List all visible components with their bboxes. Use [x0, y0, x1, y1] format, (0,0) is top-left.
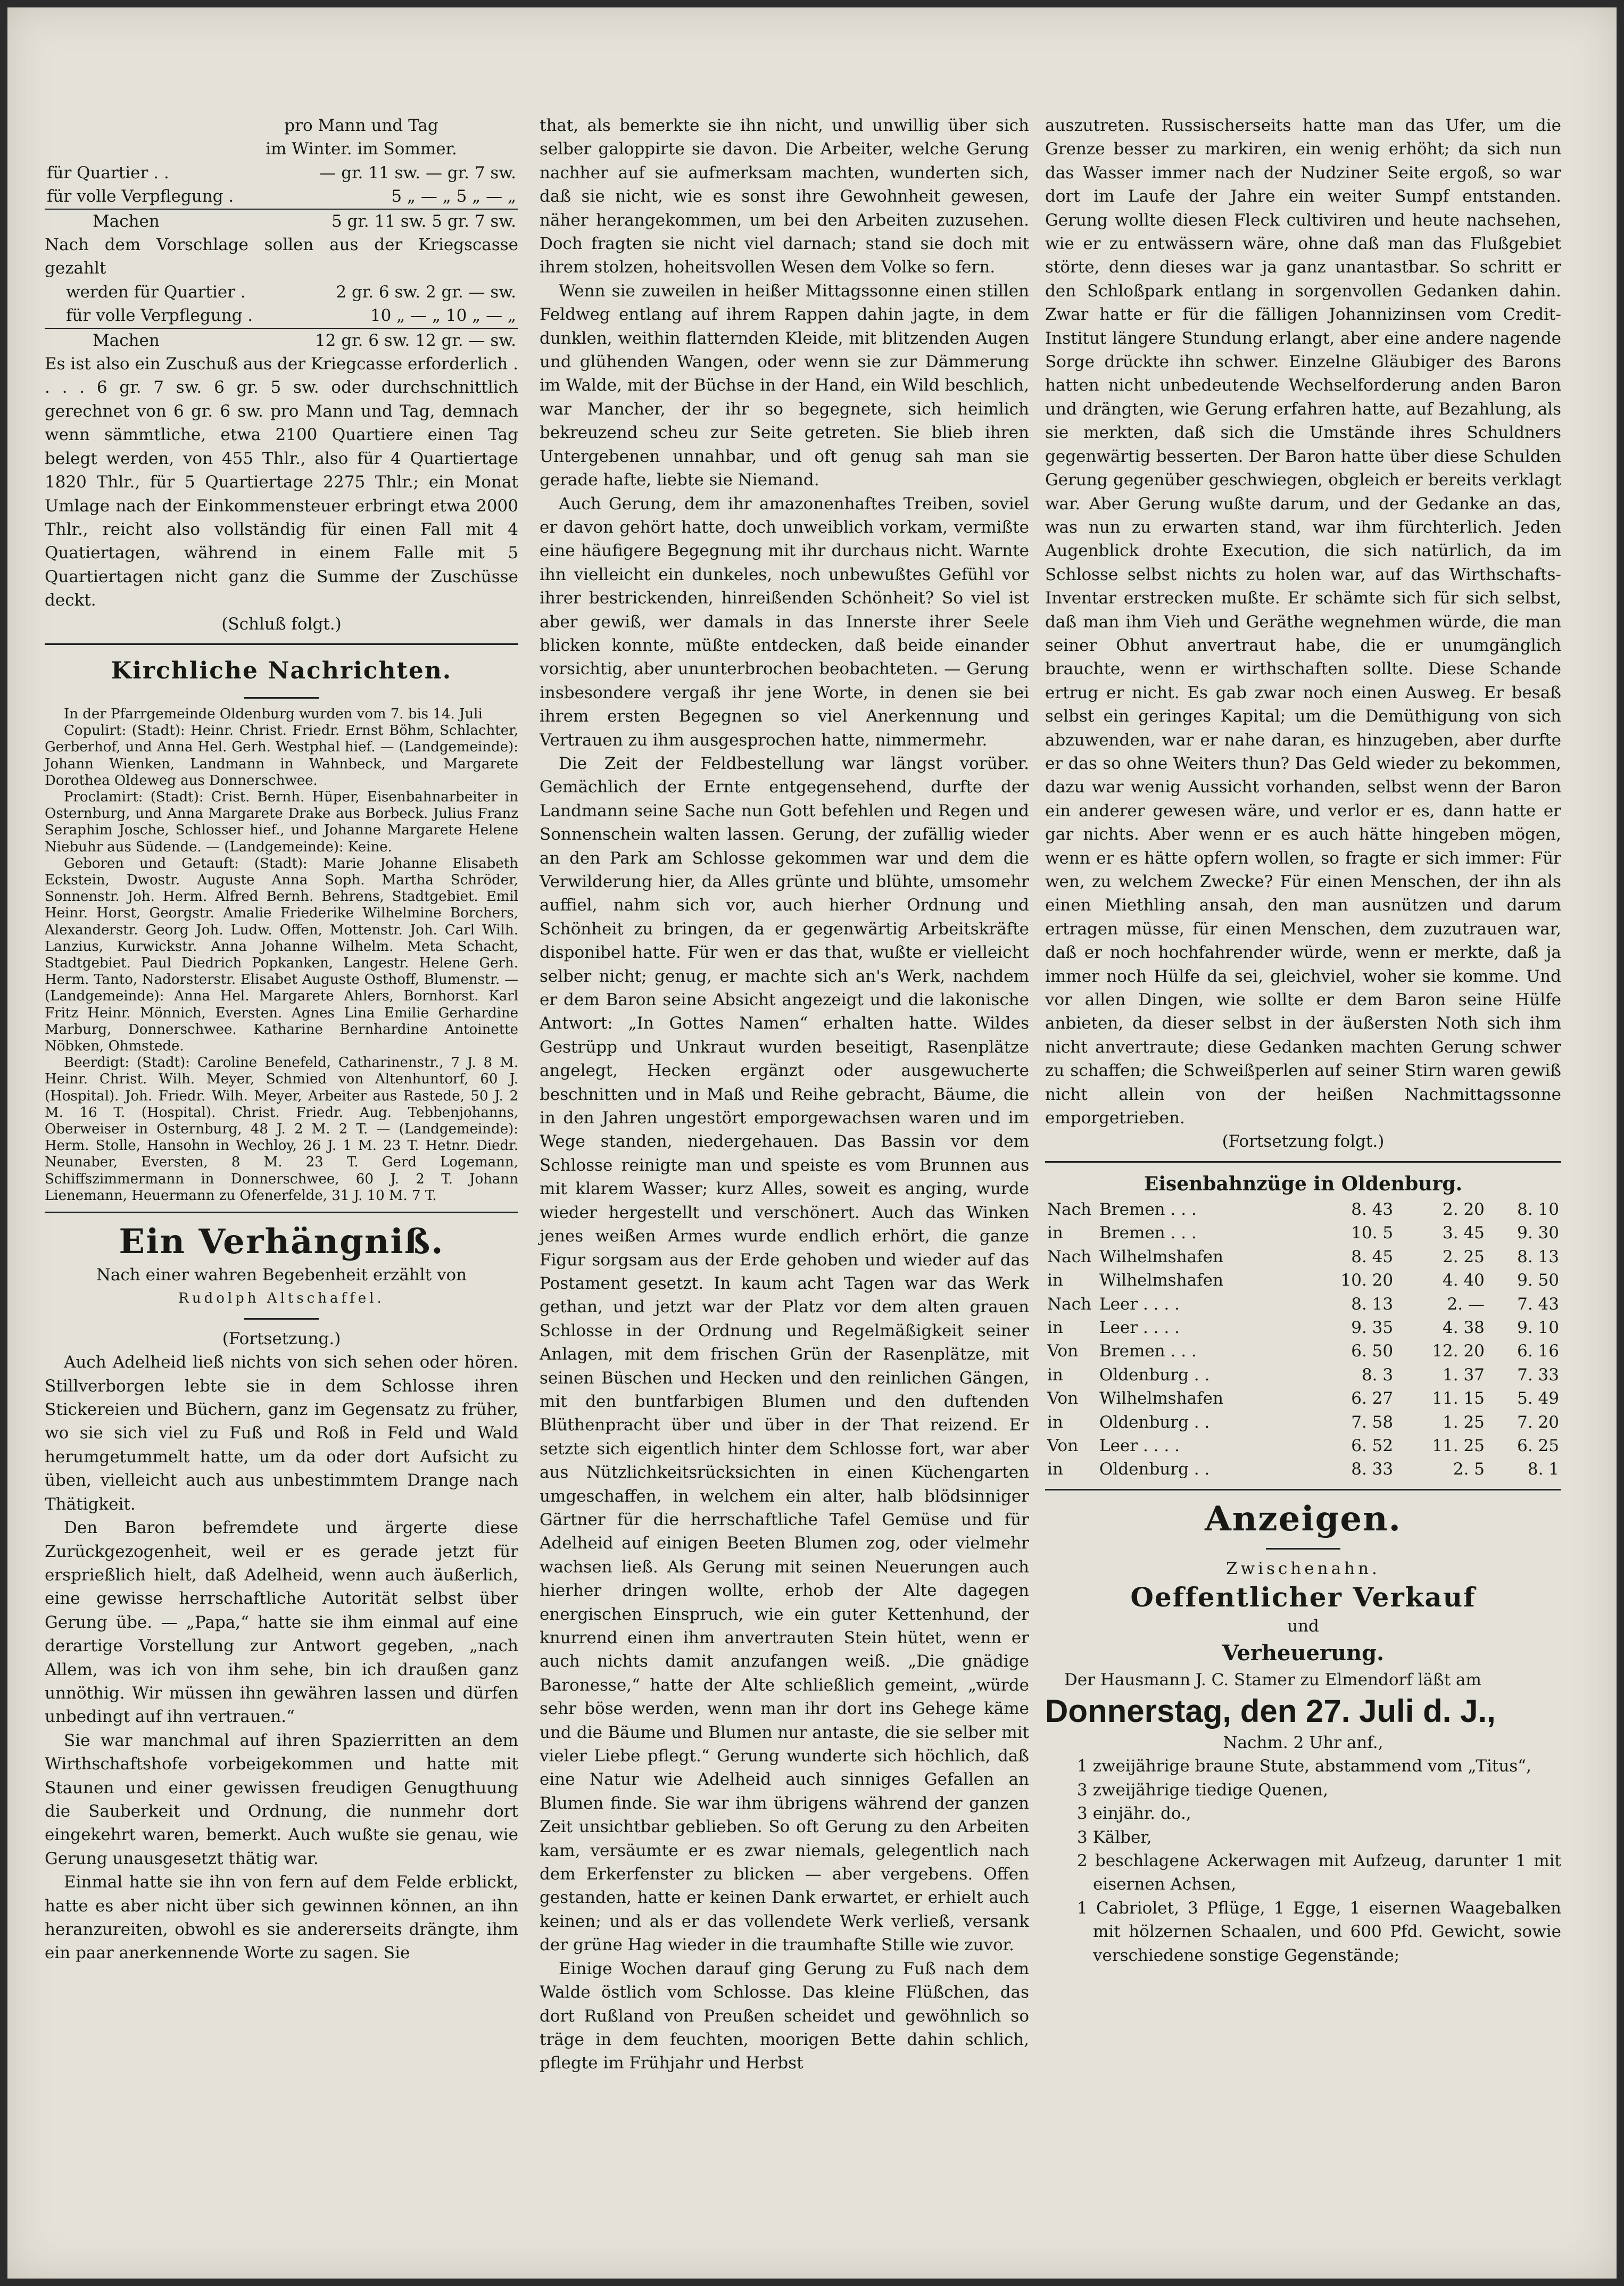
table-cell: Machen [45, 328, 284, 352]
table-cell: — gr. 11 sw. — gr. 7 sw. [319, 163, 516, 183]
train-cell: 9. 10 [1517, 1318, 1559, 1337]
ad-item: 1 Cabriolet, 3 Pflüge, 1 Egge, 1 eisernen Waagebalken mit hölzernen Schaalen, und 600 Pfd. Gewicht, sowie verschiedene sonstige Gegenstände; [1077, 1898, 1561, 1965]
continued-note: (Fortsetzung.) [222, 1329, 341, 1348]
train-cell: 8. 10 [1517, 1199, 1559, 1219]
train-cell: 8. 33 [1351, 1460, 1394, 1479]
train-cell: in [1047, 1223, 1063, 1243]
train-cell: Bremen . . . [1099, 1199, 1197, 1219]
cost-table [45, 161, 518, 233]
train-row [1045, 1339, 1561, 1363]
train-cell: 6. 25 [1517, 1436, 1559, 1455]
train-row [1045, 1457, 1561, 1481]
train-cell: 10. 5 [1351, 1223, 1394, 1243]
divider [244, 1318, 319, 1320]
train-cell: Bremen . . . [1099, 1223, 1197, 1243]
train-cell: 12. 20 [1432, 1341, 1485, 1361]
train-table [1045, 1198, 1561, 1481]
train-cell: Nach [1047, 1247, 1091, 1266]
table-cell: 5 gr. 11 sw. 5 gr. 7 sw. [276, 209, 518, 233]
train-cell: 7. 33 [1517, 1365, 1559, 1385]
story-title: Ein Verhängniß. [119, 1222, 444, 1262]
ad-item: 3 Kälber, [1077, 1827, 1152, 1847]
train-cell: 9. 30 [1517, 1223, 1559, 1243]
ad-item: 2 beschlagene Ackerwagen mit Aufzeug, darunter 1 mit eisernen Achsen, [1077, 1851, 1561, 1894]
train-cell: Bremen . . . [1099, 1341, 1197, 1361]
paragraph: Beerdigt: (Stadt): Caroline Benefeld, Catharinenstr., 7 J. 8 M. Heinr. Christ. Wilh. Meyer, Schmied von Altenhuntorf, 60 J. (Hospital). Joh. Friedr. Wilh. Meyer, Arbeiter aus Rastede, 50 J. 2 M. 16 T. (Hospital). Christ. Friedr. Aug. Tebbenjohanns, Oberweiser in Osternburg, 48 J. 2 M. 2 T. — (Landgemeinde): Herm. Stolle, Hansohn in Wechloy, 26 J. 1 M. 23 T. Hetnr. Diedr. Neunaber, Eversten, 8 M. 23 T. Gerd Logemann, Schiffszimmermann in Donnerschwee, 60 J. 2 T. Johann Lienemann, Heuermann zu Ofenerfelde, 31 J. 10 M. 7 T. [45, 1055, 518, 1204]
cost-table-2 [45, 280, 518, 352]
train-row [1045, 1434, 1561, 1457]
table-cell: für volle Verpflegung . [47, 187, 234, 206]
church-news [45, 706, 518, 1204]
train-cell: in [1047, 1271, 1063, 1290]
story-subtitle: Nach einer wahren Begebenheit erzählt von [96, 1265, 467, 1285]
ad-and: und [1287, 1617, 1319, 1636]
train-cell: 7. 43 [1517, 1294, 1559, 1314]
train-cell: Von [1047, 1436, 1079, 1455]
train-cell: 6. 52 [1351, 1436, 1394, 1455]
train-cell: Von [1047, 1341, 1079, 1361]
paragraph: auszutreten. Russischerseits hatte man das Ufer, um die Grenze besser zu markiren, ein wenig erhöht; da sich nun das Wasser immer nach der Nudziner Seite ergoß, so war dort im Laufe der Jahre ein weiter Sumpf entstanden. Gerung wollte diesen Fleck cultiviren und heute nachsehen, wie er zu entwässern wäre, ohne daß man das Flußgebiet störte, denn dieses war ja ganz unantastbar. So schritt er den Schloßpark entlang in sorgenvollen Gedanken dahin. Zwar hatte er für die fälligen Johannizinsen vom Credit-Institut längere Stundung erlangt, aber eine andere nagende Sorge drückte ihn schwer. Einzelne Gläubiger des Barons hatten nicht unbedeutende Wechselforderung anden Baron und drängten, wie Gerung erfahren hatte, auf Bezahlung, als sie merkten, daß sich die Umstände ihres Schuldners gegenwärtig besserten. Der Baron hatte über diese Schulden Gerung gegenüber geschwiegen, obgleich er bereits verklagt war. Aber Gerung wußte darum, und der Gedanke an das, was nun zu erwarten stand, war ihm fürchterlich. Jeden Augenblick drohte Execution, die sich natürlich, da im Schlosse selbst nichts zu holen war, auf das Wirthschafts-Inventar erstrecken mußte. Er schämte sich für sich selbst, daß man ihm Vieh und Geräthe wegnehmen würde, die man seiner Obhut anvertraut habe, die er unumgänglich brauchte, wenn er wirthschaften sollte. Diese Schande ertrug er nicht. Es gab zwar noch einen Ausweg. Er besaß selbst ein geringes Kapital; um die Demüthigung von sich abzuwenden, war er nahe daran, es hinzugeben, aber durfte er das so ohne Weiters thun? Das Geld wieder zu bekommen, dazu war wenig Aussicht vorhanden, selbst wenn der Baron ein anderer gewesen wäre, und verlor er es, dann hatte er gar nichts. Aber wenn er es auch hätte hingeben mögen, wenn er es hätte opfern wollen, so fragte er sich immer: Für wen, zu welchem Zwecke? Für einen Menschen, der ihn als einen Miethling ansah, den man ausnützen und darum ertragen müsse, für einen Menschen, dem zuzutrauen war, daß er noch hochfahrender würde, wenn er merkte, daß ja immer noch Hülfe da sei, gleichviel, woher sie komme. Und vor allen Dingen, wie sollte er dem Baron seine Hülfe anbieten, da dieser selbst in der äußersten Noth sich ihm nicht anvertraute; diese Gedanken machten Gerung schwer zu schaffen; die Schweißperlen auf seiner Stirn waren gewiß nicht allein von der heißen Nachmittagssonne emporgetrieben. [1045, 116, 1561, 1128]
column-left [45, 114, 518, 1965]
train-cell: 8. 13 [1351, 1294, 1394, 1314]
train-cell: 9. 50 [1517, 1271, 1559, 1290]
train-cell: in [1047, 1318, 1063, 1337]
train-cell: in [1047, 1365, 1063, 1385]
train-row [1045, 1387, 1561, 1410]
train-row [1045, 1221, 1561, 1245]
train-cell: 6. 27 [1351, 1389, 1394, 1409]
train-cell: 5. 49 [1517, 1389, 1559, 1409]
train-cell: Leer . . . . [1099, 1436, 1180, 1455]
ad-item: 3 zweijährige tiedige Quenen, [1077, 1780, 1328, 1800]
train-cell: Wilhelmshafen [1099, 1389, 1223, 1409]
train-cell: Leer . . . . [1099, 1294, 1180, 1314]
train-cell: 4. 40 [1443, 1271, 1485, 1290]
train-cell: 8. 1 [1527, 1460, 1559, 1479]
train-cell: 10. 20 [1340, 1271, 1394, 1290]
paragraph: Der Hausmann J. C. Stamer zu Elmendorf läßt am [1064, 1670, 1481, 1689]
train-row [1045, 1363, 1561, 1387]
train-cell: 11. 25 [1432, 1436, 1485, 1455]
paragraph: Auch Adelheid ließ nichts von sich sehen oder hören. Stillverborgen lebte sie in dem Schlosse ihren Stickereien und Büchern, ganz im Gegensatz zu früher, wo sie sich viel zu Fuß und Roß in Feld und Wald herumgetummelt hatte, um da oder dort Aufsicht zu üben, vielleicht auch aus unbestimmtem Drange nach Thätigkeit. [45, 1353, 518, 1514]
divider [45, 1212, 518, 1213]
paragraph: Es ist also ein Zuschuß aus der Kriegcasse erforderlich . . . . 6 gr. 7 sw. 6 gr. 5 sw. oder durchschnittlich gerechnet von 6 gr. 6 sw. pro Mann und Tag, demnach wenn sämmtliche, etwa 2100 Quartiere einen Tag belegt werden, von 455 Thlr., also für 4 Quartiertage 1820 Thlr., für 5 Quartiertage 2275 Thlr.; ein Monat Umlage nach der Einkommensteuer erbringt etwa 2000 Thlr., reicht also vollständig für einen Fall mit 4 Quatiertagen, während in einem Falle mit 5 Quartiertagen nicht ganz die Summe der Zuschüsse deckt. [45, 354, 518, 610]
table-cell: für Quartier . . [47, 163, 169, 183]
train-cell: in [1047, 1412, 1063, 1432]
newspaper-page [7, 7, 1617, 2279]
train-cell: Oldenburg . . [1099, 1460, 1210, 1479]
train-row [1045, 1293, 1561, 1316]
table-cell: werden für Quartier . [66, 282, 246, 302]
table-cell: 5 „ — „ 5 „ — „ [391, 187, 516, 206]
train-cell: Leer . . . . [1099, 1318, 1180, 1337]
train-cell: 2. 5 [1453, 1460, 1485, 1479]
continued-note: (Schluß folgt.) [221, 614, 342, 634]
paragraph: Einige Wochen darauf ging Gerung zu Fuß nach dem Walde östlich vom Schlosse. Das kleine Flüßchen, das dort Rußland von Preußen scheidet und gewöhnlich so träge in dem feuchten, moorigen Bette dahin schlich, pflegte im Frühjahr und Herbst [540, 1959, 1029, 2073]
paragraph: that, als bemerkte sie ihn nicht, und unwillig über sich selber galoppirte sie davon. Die Arbeiter, welche Gerung nachher auf sie aufmerksam machten, wunderten sich, daß sie nicht, wie es sonst ihre Gewohnheit gewesen, näher herangekommen, um bei den Arbeiten zuzusehen. Doch fragten sie nicht viel darnach; stand sie doch mit ihrem stolzen, hoheitsvollen Wesen dem Volke so fern. [540, 116, 1029, 277]
ad-place: Zwischenahn. [1226, 1559, 1380, 1578]
train-cell: Von [1047, 1389, 1079, 1409]
ads-title: Anzeigen. [1205, 1498, 1402, 1539]
divider [1045, 1489, 1561, 1490]
column-middle [540, 114, 1029, 2075]
divider [45, 643, 518, 645]
table-cell: 12 gr. 6 sw. 12 gr. — sw. [284, 328, 518, 352]
train-cell: 6. 16 [1517, 1341, 1559, 1361]
column-right [1045, 114, 1561, 1967]
train-row [1045, 1316, 1561, 1339]
divider [1266, 1548, 1340, 1550]
train-cell: in [1047, 1460, 1063, 1479]
train-cell: 1. 25 [1443, 1412, 1485, 1432]
train-cell: 6. 50 [1351, 1341, 1394, 1361]
train-cell: 3. 45 [1443, 1223, 1485, 1243]
ad-heading-2: Verheuerung. [1222, 1640, 1385, 1666]
ad-item-list [1045, 1754, 1561, 1967]
train-cell: Nach [1047, 1294, 1091, 1314]
paragraph: Geboren und Getauft: (Stadt): Marie Johanne Elisabeth Eckstein, Dwostr. Auguste Anna Soph. Martha Schröder, Sonnenstr. Joh. Herm. Alfred Bernh. Behrens, Stadtgebiet. Emil Heinr. Horst, Georgstr. Amalie Friederike Wilhelmine Borchers, Alexanderstr. Georg Joh. Ludw. Offen, Mottenstr. Joh. Carl Wilh. Lanzius, Kurwickstr. Anna Johanne Wilhelm. Meta Schacht, Stadtgebiet. Paul Diedrich Popkanken, Langestr. Helene Gerh. Herm. Tanto, Nadorsterstr. Elisabet Auguste Osthoff, Blumenstr. — (Landgemeinde): Anna Hel. Margarete Ahlers, Bornhorst. Karl Fritz Heinr. Mönnich, Eversten. Agnes Lina Emilie Gerhardine Marburg, Donnerschwee. Katharine Bernhardine Antoinette Nöbken, Ohmstede. [45, 855, 518, 1054]
train-cell: Oldenburg . . [1099, 1365, 1210, 1385]
section-title: Kirchliche Nachrichten. [111, 657, 452, 684]
table-header: im Winter. im Sommer. [266, 139, 457, 159]
train-row [1045, 1198, 1561, 1221]
paragraph: Wenn sie zuweilen in heißer Mittagssonne einen stillen Feldweg entlang auf ihrem Rappen dahin jagte, in dem dunklen, weithin flatternden Kleide, mit blitzenden Augen und glühenden Wangen, oder wenn sie zur Dämmerung im Walde, mit der Büchse in der Hand, ein Wild beschlich, war Mancher, der ihr so begegnete, sich heimlich bekreuzend scheu zur Seite getreten. Sie blieb ihren Untergebenen unnahbar, und oft genug sah man sie gerade hafte, liebte sie Niemand. [540, 281, 1029, 490]
paragraph: Copulirt: (Stadt): Heinr. Christ. Friedr. Ernst Böhm, Schlachter, Gerberhof, und Anna Hel. Gerh. Westphal hief. — (Landgemeinde): Johann Wienken, Landmann in Wahnbeck, und Margarete Dorothea Oldeweg aus Donnerschwee. [45, 723, 518, 789]
table-cell: Machen [45, 209, 276, 233]
continued-note: (Fortsetzung folgt.) [1222, 1132, 1385, 1152]
train-cell: 2. 25 [1443, 1247, 1485, 1266]
divider [1045, 1161, 1561, 1163]
train-row [1045, 1411, 1561, 1434]
paragraph: Die Zeit der Feldbestellung war längst vorüber. Gemächlich der Ernte entgegensehend, durfte der Landmann seine Sache nun Gott befehlen und Regen und Sonnenschein walten lassen. Gerung, der zufällig wieder an den Park am Schlosse gekommen war und dem die Verwilderung hier, da Alles grünte und blühte, umsomehr auffiel, nahm sich vor, auch hierher Ordnung und Schönheit zu bringen, da er gegenwärtig Arbeitskräfte disponibel hatte. Für wen er das that, wußte er vielleicht selber nicht; genug, er machte sich an's Werk, nachdem er dem Baron seine Absicht angezeigt und die lakonische Antwort: „In Gottes Namen“ erhalten hatte. Wildes Gestrüpp und Unkraut wurden beseitigt, Rasenplätze angelegt, Hecken ergänzt oder ausgewucherte beschnitten und in Maß und Reihe gebracht, Bäume, die in den Jahren ungestört emporgewachsen waren und im Wege standen, niedergehauen. Das Bassin vor dem Schlosse reinigte man und speiste es vom Brunnen aus mit klarem Wasser; kurz Alles, soweit es anging, wurde wieder hergestellt und verschönert. Auch das Winken jenes weißen Armes wurde endlich erhört, die ganze Figur sorgsam aus der Erde gehoben und wieder auf das Postament gesetzt. In kaum acht Tagen war das Werk gethan, und jetzt war der Platz vor dem alten grauen Schlosse in der Ordnung und Regelmäßigkeit seiner Anlagen, mit dem frischen Grün der Rasenplätze, mit seinen Büschen und Hecken und den reinlichen Gängen, mit den buntfarbigen Blumen und den duftenden Blüthenpracht über und über in der That reizend. Er setzte sich eigentlich hinter dem Schlosse fort, war aber aus Nützlichkeitsrücksichten in einen Küchengarten umgeschaffen, in welchem ein alter, halb blödsinniger Gärtner für die herrschaftliche Tafel Gemüse und für Adelheid auf einigen Beeten Blumen zog, oder vielmehr wachsen ließ. Als Gerung mit seinen Neuerungen auch hierher dringen wollte, erhob der Alte dagegen energischen Einspruch, wie ein guter Kettenhund, der knurrend einen ihm anvertrauten Stein hütet, wenn er auch nichts damit anzufangen weiß. „Die gnädige Baronesse,“ hatte der Alte schließlich gemeint, „würde sehr böse werden, wenn man ihr dort ins Gehege käme und die Bäume und Blumen nur antaste, die sie selber mit vieler Liebe pflegt.“ Gerung wunderte sich höchlich, daß eine Natur wie Adelheid auch sinniges Gefallen an Blumen finde. Sie war ihm übrigens während der ganzen Zeit unsichtbar geblieben. So oft Gerung zu den Arbeiten kam, versäumte er es zwar niemals, gelegentlich nach dem Erkerfenster zu blicken — aber vergebens. Offen gestanden, hatte er keinen Dank erwartet, er erhielt auch keinen; und als er das vollendete Werk verließ, versank der grüne Hag wieder in die traumhafte Stille wie zuvor. [540, 753, 1029, 1955]
train-cell: 8. 3 [1361, 1365, 1394, 1385]
paragraph: Nach dem Vorschlage sollen aus der Kriegscasse gezahlt [45, 235, 518, 278]
paragraph: Proclamirt: (Stadt): Crist. Bernh. Hüper, Eisenbahnarbeiter in Osternburg, und Anna Margarete Drake aus Borbeck. Julius Franz Seraphim Josche, Schlosser hief., und Johanne Margarete Helene Niebuhr aus Südende. — (Landgemeinde): Keine. [45, 789, 518, 855]
divider [244, 697, 319, 699]
train-cell: 7. 58 [1351, 1412, 1394, 1432]
story-author: Rudolph Altschaffel. [178, 1290, 385, 1307]
table-cell: für volle Verpflegung . [66, 306, 253, 326]
paragraph: Sie war manchmal auf ihren Spazierritten an dem Wirthschaftshofe vorbeigekommen und hatte mit Staunen und einer gewissen freudigen Genugthuung die Sauberkeit und Ordnung, die nunmehr dort eingekehrt waren, bemerkt. Auch wußte sie genau, wie Gerung unausgesetzt thätig war. [45, 1730, 518, 1868]
ad-item: 1 zweijährige braune Stute, abstammend vom „Titus“, [1077, 1757, 1531, 1776]
train-cell: Wilhelmshafen [1099, 1247, 1223, 1266]
train-cell: 9. 35 [1351, 1318, 1394, 1337]
table-cell: 2 gr. 6 sw. 2 gr. — sw. [336, 282, 516, 302]
train-title: Eisenbahnzüge in Oldenburg. [1144, 1172, 1463, 1195]
table-cell: 10 „ — „ 10 „ — „ [370, 306, 516, 326]
train-row [1045, 1269, 1561, 1292]
train-cell: Oldenburg . . [1099, 1412, 1210, 1432]
train-row [1045, 1245, 1561, 1269]
paragraph: Einmal hatte sie ihn von fern auf dem Felde erblickt, hatte es aber nicht über sich gewinnen können, an ihn heranzureiten, obwohl es sie andererseits drängte, ihm ein paar anerkennende Worte zu sagen. Sie [45, 1873, 518, 1963]
paragraph: In der Pfarrgemeinde Oldenburg wurden vom 7. bis 14. Juli [64, 706, 483, 722]
train-cell: 2. — [1447, 1294, 1485, 1314]
ad-time: Nachm. 2 Uhr anf., [1223, 1733, 1383, 1752]
ad-date: Donnerstag, den 27. Juli d. J., [1045, 1693, 1496, 1729]
paragraph: Den Baron befremdete und ärgerte diese Zurückgezogenheit, weil er es gerade jetzt für ersprießlich hielt, daß Adelheid, wenn auch äußerlich, eine gewisse herrschaftliche Autorität selbst über Gerung übe. — „Papa,“ hatte sie ihm einmal auf eine derartige Vorstellung zur Antwort gegeben, „nach Allem, was ich von ihm sehe, bin ich draußen ganz unnöthig. Wir müssen ihn gewähren lassen und dürfen unbedingt auf ihn vertrauen.“ [45, 1518, 518, 1727]
train-cell: 11. 15 [1432, 1389, 1485, 1409]
train-cell: 7. 20 [1517, 1412, 1559, 1432]
paragraph: Auch Gerung, dem ihr amazonenhaftes Treiben, soviel er davon gehört hatte, doch unweiblich vorkam, vermißte eine häufigere Begegnung mit ihr durchaus nicht. Warnte ihn vielleicht ein dunkeles, noch unbewußtes Gefühl vor ihrer bestrickenden, hinreißenden Schönheit? So viel ist aber gewiß, wer damals in das Innerste ihrer Seele blicken konnte, müßte entdecken, daß beide einander vorsichtig, aber ununterbrochen beobachteten. — Gerung insbesondere vergaß ihr jene Worte, in denen sie bei ihrem ersten Begegnen so viel Anerkennung und Vertrauen zu ihm ausgesprochen hatte, nimmermehr. [540, 494, 1029, 750]
train-cell: 8. 43 [1351, 1199, 1394, 1219]
train-cell: 1. 37 [1443, 1365, 1485, 1385]
train-cell: 8. 13 [1517, 1247, 1559, 1266]
train-cell: Nach [1047, 1199, 1091, 1219]
ad-item: 3 einjähr. do., [1077, 1804, 1191, 1824]
train-cell: Wilhelmshafen [1099, 1271, 1223, 1290]
ad-heading: Oeffentlicher Verkauf [1130, 1581, 1476, 1613]
train-cell: 2. 20 [1443, 1199, 1485, 1219]
train-cell: 4. 38 [1443, 1318, 1485, 1337]
train-cell: 8. 45 [1351, 1247, 1394, 1266]
table-header: pro Mann und Tag [284, 116, 438, 135]
